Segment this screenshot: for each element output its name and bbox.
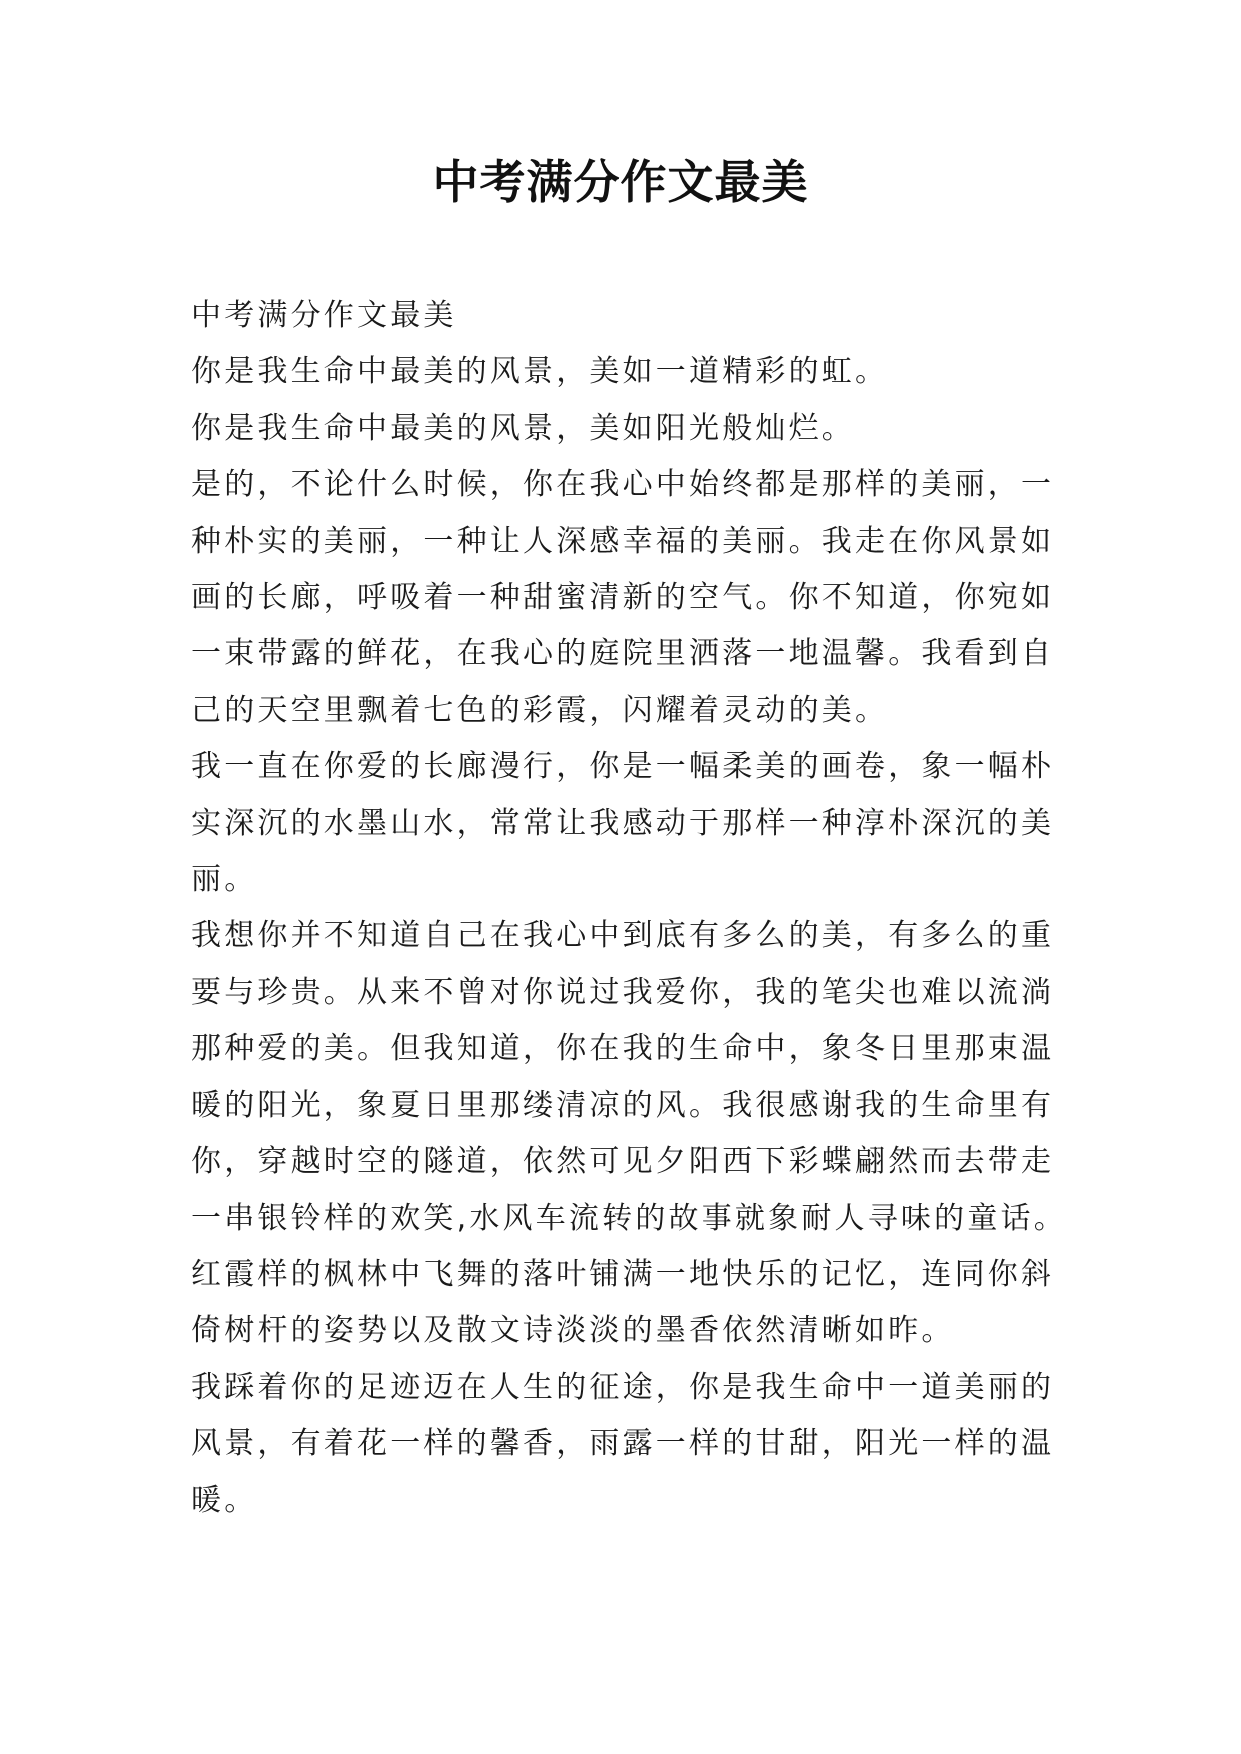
paragraph: 我想你并不知道自己在我心中到底有多么的美，有多么的重要与珍贵。从来不曾对你说过我爱你，我的笔尖也难以流淌那种爱的美。但我知道，你在我的生命中，象冬日里那束温暖的阳光，象夏日里那缕清凉的风。我很感谢我的生命里有你，穿越时空的隧道，依然可见夕阳西下彩蝶翩然而去带走一串银铃样的欢笑,水风车流转的故事就象耐人寻味的童话。红霞样的枫林中飞舞的落叶铺满一地快乐的记忆，连同你斜倚树杆的姿势以及散文诗淡淡的墨香依然清晰如昨。 (191, 918, 1067, 1349)
paragraph: 你是我生命中最美的风景，美如阳光般灿烂。 (191, 410, 855, 446)
page-title: 中考满分作文最美 (432, 155, 809, 209)
paragraph: 是的，不论什么时候，你在我心中始终都是那样的美丽，一种朴实的美丽，一种让人深感幸福的美丽。我走在你风景如画的长廊，呼吸着一种甜蜜清新的空气。你不知道，你宛如一束带露的鲜花，在我心的庭院里洒落一地温馨。我看到自己的天空里飘着七色的彩霞，闪耀着灵动的美。 (191, 467, 1055, 728)
paragraph: 中考满分作文最美 (191, 298, 457, 333)
document-body (191, 288, 1071, 1529)
paragraph: 我一直在你爱的长廊漫行，你是一幅柔美的画卷，象一幅朴实深沉的水墨山水，常常让我感动于那样一种淳朴深沉的美丽。 (191, 749, 1055, 898)
paragraph: 我踩着你的足迹迈在人生的征途，你是我生命中一道美丽的风景，有着花一样的馨香，雨露一样的甘甜，阳光一样的温暖。 (191, 1369, 1055, 1518)
paragraph: 你是我生命中最美的风景，美如一道精彩的虹。 (191, 354, 889, 390)
